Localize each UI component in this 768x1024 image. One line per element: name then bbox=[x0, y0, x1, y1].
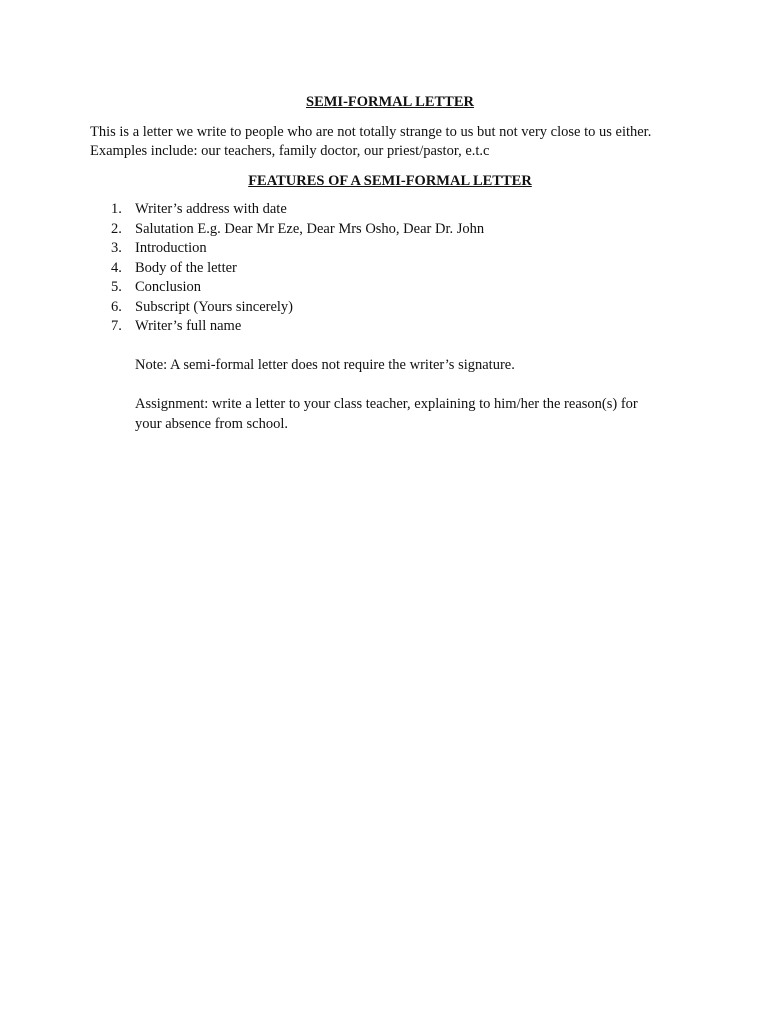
list-item-number: 7. bbox=[111, 318, 122, 334]
list-item-number: 1. bbox=[111, 201, 122, 217]
document-title: SEMI-FORMAL LETTER bbox=[306, 94, 474, 110]
intro-line-1: This is a letter we write to people who are not totally strange to us but not very close to us either. bbox=[90, 123, 652, 140]
list-item-number: 5. bbox=[111, 279, 122, 295]
list-item-text: Subscript (Yours sincerely) bbox=[135, 298, 294, 315]
assignment-paragraph bbox=[135, 395, 675, 434]
intro-paragraph bbox=[90, 123, 690, 162]
assignment-line-2: your absence from school. bbox=[135, 415, 289, 432]
list-item-text: Salutation E.g. Dear Mr Eze, Dear Mrs Osho, Dear Dr. John bbox=[135, 220, 485, 237]
list-item-text: Conclusion bbox=[135, 279, 202, 295]
list-item bbox=[90, 259, 690, 279]
list-item-number: 3. bbox=[111, 240, 122, 256]
intro-line-2: Examples include: our teachers, family doctor, our priest/pastor, e.t.c bbox=[90, 143, 490, 159]
list-item-text: Writer’s full name bbox=[135, 318, 242, 334]
list-item bbox=[90, 220, 690, 240]
list-item bbox=[90, 239, 690, 259]
list-item bbox=[90, 317, 690, 337]
list-item-number: 6. bbox=[111, 298, 122, 315]
list-item-text: Writer’s address with date bbox=[135, 201, 287, 217]
note-paragraph: Note: A semi-formal letter does not require the writer’s signature. bbox=[135, 357, 515, 373]
list-item bbox=[90, 298, 690, 318]
list-item bbox=[90, 200, 690, 220]
features-heading: FEATURES OF A SEMI-FORMAL LETTER bbox=[248, 172, 532, 189]
list-item-text: Introduction bbox=[135, 240, 207, 256]
features-list bbox=[90, 200, 690, 337]
list-item-number: 4. bbox=[111, 259, 122, 276]
list-item-text: Body of the letter bbox=[135, 259, 237, 276]
list-item-number: 2. bbox=[111, 220, 122, 237]
document-page bbox=[90, 93, 690, 434]
assignment-line-1: Assignment: write a letter to your class teacher, explaining to him/her the reason(s) for bbox=[135, 396, 638, 412]
list-item bbox=[90, 278, 690, 298]
